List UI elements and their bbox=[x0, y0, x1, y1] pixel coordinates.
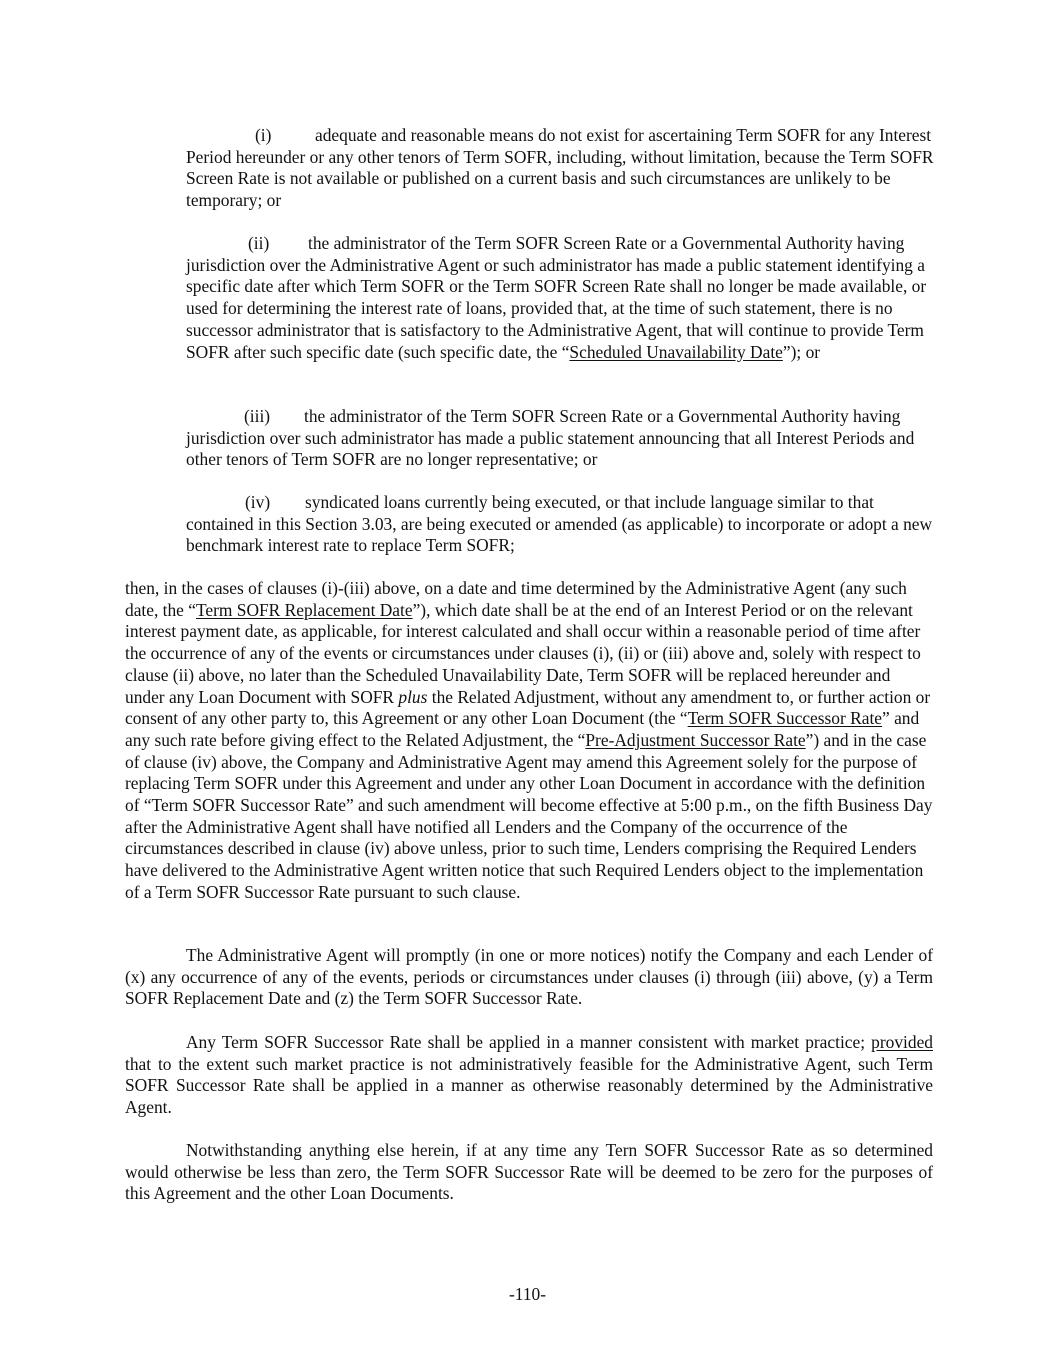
paragraph-text: ”) and in the case of clause (iv) above, the Company and Administrative Agent may amend this Agreement solely for the purpose of replacing Term SOFR under this Agreement and under any other Loan Document in accordance with the definition of “Term SOFR Successor Rate” and such amendment will become effective at 5:00 p.m., on the fifth Business Day after the Administrative Agent shall have notified all Lenders and the Company of the occurrence of the circumstances described in clause (iv) above unless, prior to such time, Lenders comprising the Required Lenders have delivered to the Administrative Agent written notice that such Required Lenders object to the implementation of a Term SOFR Successor Rate pursuant to such clause. bbox=[125, 729, 933, 902]
paragraph-text: ”), which date shall be at the end of an Interest Period or on the relevant interest payment date, as applicable, for interest calculated and shall occur within a reasonable period of time after the occurrence of any of the events or circumstances under clauses (i), (ii) or (iii) above and, solely with respect to clause (ii) above, no later than the Scheduled Unavailability Date, Term SOFR will be replaced hereunder and under any Loan Document with SOFR bbox=[125, 599, 921, 707]
notify-paragraph: The Administrative Agent will promptly (in one or more notices) notify the Company and each Lender of (x) any occurrence of any of the events, periods or circumstances under clauses (i) through (iii) above, (y) a Term SOFR Replacement Date and (z) the Term SOFR Successor Rate. bbox=[125, 945, 933, 1009]
clause-text: adequate and reasonable means do not exist for ascertaining Term SOFR for any Interest Period hereunder or any other tenors of Term SOFR, including, without limitation, because the Term SOFR Screen Rate is not available or published on a current basis and such circumstances are unlikely to be temporary; or bbox=[186, 125, 934, 211]
then-paragraph bbox=[125, 578, 933, 904]
clause-number: (ii) bbox=[248, 233, 270, 253]
paragraph-text: then, in the cases of clauses (i)-(iii) above, on a date and time determined by the Administrative Agent (any such date, the “ bbox=[125, 578, 907, 620]
clause-text: syndicated loans currently being executed, or that include language similar to that contained in this Section 3.03, are being executed or amended (as applicable) to incorporate or adopt a new benchmark interest rate to replace Term SOFR; bbox=[186, 492, 933, 556]
defined-term: Scheduled Unavailability Date bbox=[569, 341, 783, 362]
clause-number: (iv) bbox=[245, 492, 271, 512]
defined-term: Term SOFR Replacement Date bbox=[195, 599, 413, 620]
italic-word: plus bbox=[398, 686, 428, 707]
clause-iv bbox=[186, 492, 941, 557]
page-number: -110- bbox=[508, 1284, 547, 1304]
defined-term: Pre-Adjustment Successor Rate bbox=[585, 729, 806, 750]
clause-text: ”); or bbox=[782, 341, 821, 362]
clause-iii bbox=[186, 406, 941, 471]
clause-text: the administrator of the Term SOFR Screen Rate or a Governmental Authority having jurisdiction over such administrator has made a public statement announcing that all Interest Periods and other tenors of Term SOFR are no longer representative; or bbox=[186, 406, 915, 470]
paragraph-text: that to the extent such market practice is not administratively feasible for the Administrative Agent, such Term SOFR Successor Rate shall be applied in a manner as otherwise reasonably determined by the Administrative Agent. bbox=[125, 1053, 933, 1118]
paragraph-text: the Related Adjustment, without any amendment to, or further action or consent of any other party to, this Agreement or any other Loan Document (the “ bbox=[125, 686, 931, 729]
clause-number: (i) bbox=[255, 125, 272, 145]
paragraph-text: Any Term SOFR Successor Rate shall be applied in a manner consistent with market practice; bbox=[186, 1032, 872, 1052]
defined-term: provided bbox=[871, 1032, 933, 1052]
defined-term: Term SOFR Successor Rate bbox=[687, 708, 883, 729]
clause-i bbox=[186, 125, 941, 212]
paragraph-text: ” and any such rate before giving effect to the Related Adjustment, the “ bbox=[125, 708, 920, 750]
market-practice-paragraph bbox=[125, 1032, 933, 1119]
clause-text: the administrator of the Term SOFR Screen Rate or a Governmental Authority having jurisdiction over the Administrative Agent or such administrator has made a public statement identifying a specific date after which Term SOFR or the Term SOFR Screen Rate shall no longer be made available, or used for determining the interest rate of loans, provided that, at the time of such statement, there is no successor administrator that is satisfactory to the Administrative Agent, that will continue to provide Term SOFR after such specific date (such specific date, the “ bbox=[186, 233, 927, 362]
clause-number: (iii) bbox=[244, 406, 271, 426]
clause-ii bbox=[186, 233, 941, 363]
zero-floor-paragraph: Notwithstanding anything else herein, if at any time any Tern SOFR Successor Rate as so determined would otherwise be less than zero, the Term SOFR Successor Rate will be deemed to be zero for the purposes of this Agreement and the other Loan Documents. bbox=[125, 1140, 933, 1204]
